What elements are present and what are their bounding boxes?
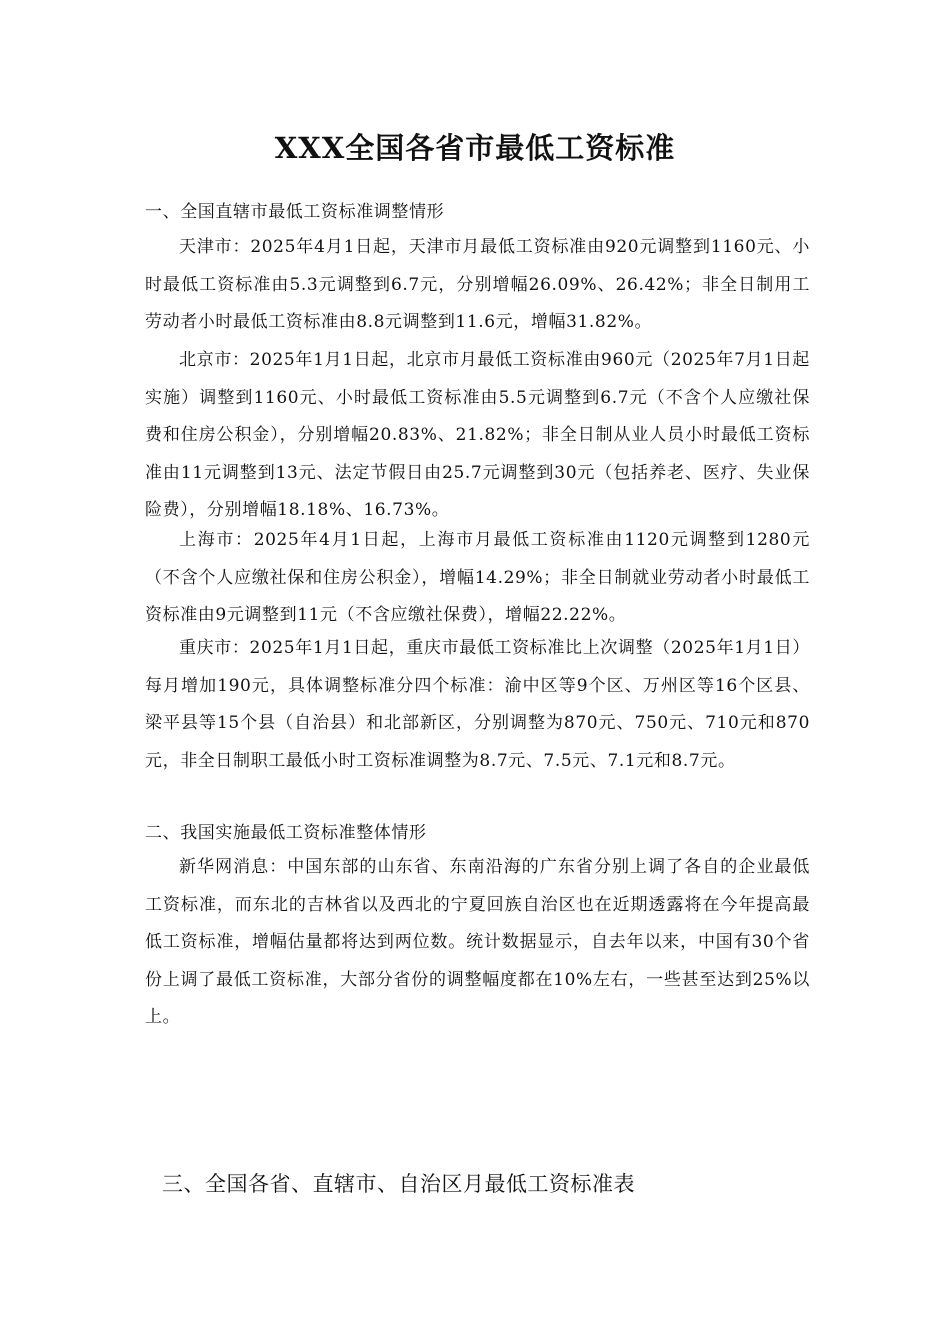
paragraph-tianjin: 天津市：2025年4月1日起，天津市月最低工资标准由920元调整到1160元、小时最低工资标准由5.3元调整到6.7元，分别增幅26.09%、26.42%；非全日制用工劳动者小时最低工资标准由8.8元调整到11.6元，增幅31.82%。	[145, 237, 810, 333]
section-2-heading: 二、我国实施最低工资标准整体情形	[145, 823, 427, 843]
paragraph-xinhua: 新华网消息：中国东部的山东省、东南沿海的广东省分别上调了各自的企业最低工资标准，而东北的吉林省以及西北的宁夏回族自治区也在近期透露将在今年提高最低工资标准，增幅估量都将达到两位数。统计数据显示，自去年以来，中国有30个省份上调了最低工资标准，大部分省份的调整幅度都在10%左右，一些甚至达到25%以上。	[145, 857, 810, 1028]
document-title: XXX全国各省市最低工资标准	[274, 131, 676, 165]
section-1-heading: 一、全国直辖市最低工资标准调整情形	[145, 202, 445, 222]
paragraph-chongqing: 重庆市：2025年1月1日起，重庆市最低工资标准比上次调整（2025年1月1日）每月增加190元，具体调整标准分四个标准：渝中区等9个区、万州区等16个区县、梁平县等15个县（自治县）和北部新区，分别调整为870元、750元、710元和870元，非全日制职工最低小时工资标准调整为8.7元、7.5元、7.1元和8.7元。	[145, 638, 810, 771]
section-3-heading: 三、全国各省、直辖市、自治区月最低工资标准表	[162, 1172, 635, 1196]
paragraph-shanghai: 上海市：2025年4月1日起，上海市月最低工资标准由1120元调整到1280元（不含个人应缴社保和住房公积金），增幅14.29%；非全日制就业劳动者小时最低工资标准由9元调整到11元（不含应缴社保费），增幅22.22%。	[145, 530, 810, 626]
paragraph-beijing: 北京市：2025年1月1日起，北京市月最低工资标准由960元（2025年7月1日起实施）调整到1160元、小时最低工资标准由5.5元调整到6.7元（不含个人应缴社保费和住房公积金），分别增幅20.83%、21.82%；非全日制从业人员小时最低工资标准由11元调整到13元、法定节假日由25.7元调整到30元（包括养老、医疗、失业保险费），分别增幅18.18%、16.73%。	[145, 350, 810, 521]
